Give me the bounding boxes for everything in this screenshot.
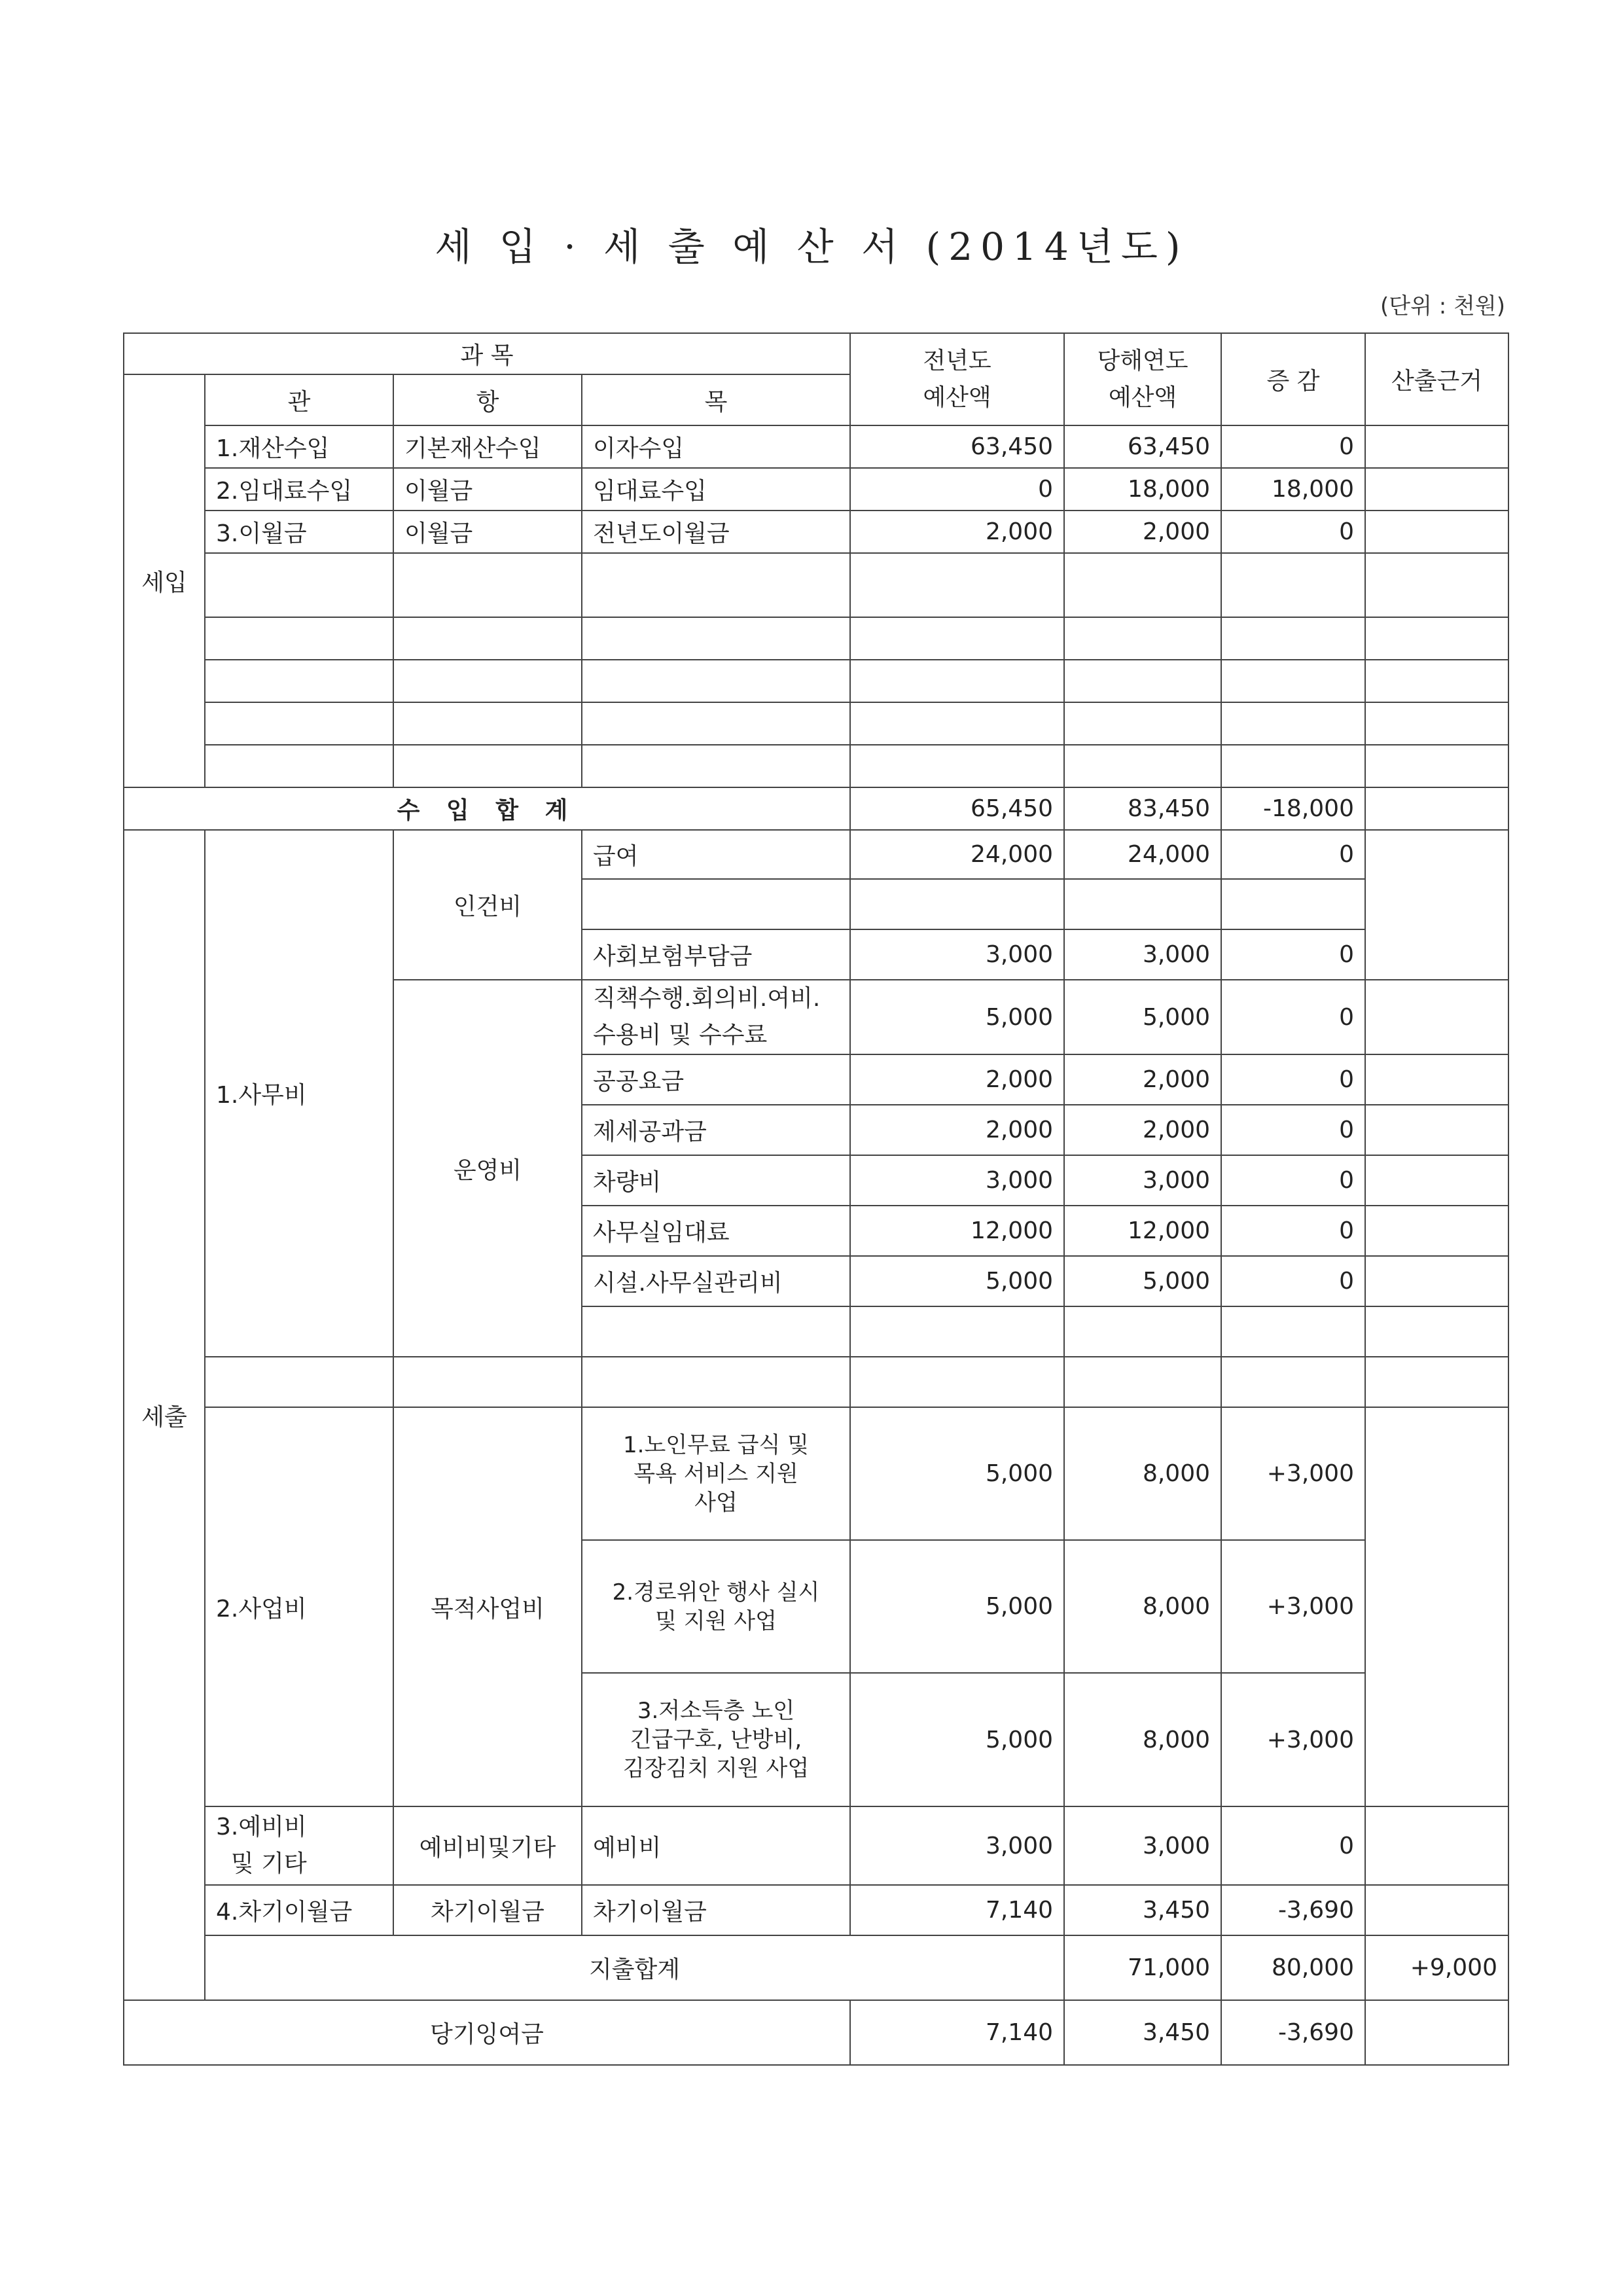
table-row: 1.재산수입 기본재산수입 이자수입 63,450 63,450 0: [124, 425, 1508, 468]
table-row: 3.이월금 이월금 전년도이월금 2,000 2,000 0: [124, 511, 1508, 553]
header-change: 증 감: [1221, 333, 1365, 425]
expenditure-total-row: 지출합계 71,000 80,000 +9,000: [124, 1935, 1508, 2000]
table-row: 2.경로위안 행사 실시 및 지원 사업 5,000 8,000 +3,000: [124, 1540, 1508, 1673]
table-row: 3.저소득층 노인 긴급구호, 난방비, 김장김치 지원 사업 5,000 8,000 +3,000: [124, 1673, 1508, 1806]
empty-row: [124, 553, 1508, 617]
document-title: 세 입 · 세 출 예 산 서 (2014년도): [435, 224, 1188, 269]
empty-row: [124, 745, 1508, 787]
table-row: 운영비 직책수행.회의비.여비. 수용비 및 수수료 5,000 5,000 0: [124, 980, 1508, 1054]
header-category: 과 목: [124, 333, 850, 374]
table-row: 사회보험부담금 3,000 3,000 0: [124, 929, 1508, 980]
table-row: 3.예비비 및 기타 예비비및기타 예비비 3,000 3,000 0: [124, 1806, 1508, 1885]
revenue-total-label: 수 입 합 계: [124, 787, 850, 830]
surplus-label: 당기잉여금: [124, 2000, 850, 2065]
table-row: 2.임대료수입 이월금 임대료수입 0 18,000 18,000: [124, 468, 1508, 511]
header-gwan: 관: [205, 374, 393, 425]
table-row: 차량비 3,000 3,000 0: [124, 1155, 1508, 1206]
header-hang: 항: [393, 374, 582, 425]
revenue-section-label: 세입: [124, 374, 205, 787]
revenue-total-row: 수 입 합 계 65,450 83,450 -18,000: [124, 787, 1508, 830]
table-row: 공공요금 2,000 2,000 0: [124, 1054, 1508, 1105]
surplus-row: 당기잉여금 7,140 3,450 -3,690: [124, 2000, 1508, 2065]
empty-row: [124, 660, 1508, 702]
header-row-1: [124, 333, 1508, 374]
expenditure-total-label: 지출합계: [205, 1935, 1064, 2000]
header-curr-budget: 당해연도 예산액: [1064, 333, 1221, 425]
budget-table: [123, 332, 1509, 2066]
empty-row: [124, 617, 1508, 660]
empty-row: [124, 1357, 1508, 1407]
table-row: 2.사업비 목적사업비 1.노인무료 급식 및 목욕 서비스 지원 사업 5,000 8,000 +3,000: [124, 1407, 1508, 1540]
table-row: 제세공과금 2,000 2,000 0: [124, 1105, 1508, 1155]
header-basis: 산출근거: [1365, 333, 1508, 425]
header-mok: 목: [582, 374, 850, 425]
table-row: 시설.사무실관리비 5,000 5,000 0: [124, 1256, 1508, 1306]
table-row: 세출 1.사무비 인건비 급여 24,000 24,000 0: [124, 830, 1508, 879]
unit-label: (단위 : 천원): [1380, 293, 1505, 319]
header-prev-budget: 전년도 예산액: [850, 333, 1064, 425]
table-row: 사무실임대료 12,000 12,000 0: [124, 1206, 1508, 1256]
expenditure-section-label: 세출: [124, 830, 205, 2000]
empty-row: [124, 702, 1508, 745]
table-row: 4.차기이월금 차기이월금 차기이월금 7,140 3,450 -3,690: [124, 1885, 1508, 1935]
